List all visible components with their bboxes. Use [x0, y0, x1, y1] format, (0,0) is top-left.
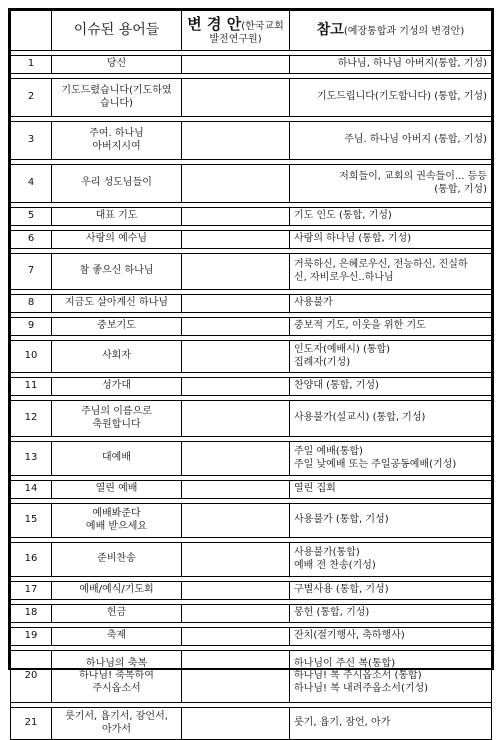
row-number-cell: 21: [11, 708, 52, 740]
row-term-cell: 사회자: [52, 341, 182, 373]
header-change-title: 변 경 안: [187, 14, 242, 33]
row-term-cell: 주여. 하나님 아버지시여: [52, 122, 182, 160]
row-term-cell: 참 좋으신 하나님: [52, 254, 182, 290]
row-reference-cell: 잔치(절기행사, 축하행사): [290, 628, 492, 646]
row-term-cell: 룻기서, 욥기서, 잠언서, 아가서: [52, 708, 182, 740]
row-reference-cell: 기도 인도 (통합, 기성): [290, 208, 492, 226]
row-change-cell: [182, 504, 290, 538]
header-change-cell: [182, 11, 290, 51]
row-number-cell: 20: [11, 651, 52, 703]
row-change-cell: [182, 543, 290, 577]
row-number-cell: 9: [11, 318, 52, 336]
row-change-cell: [182, 295, 290, 313]
row-reference-cell: 사용불가: [290, 295, 492, 313]
row-reference-cell: 사용불가(설교시) (통합, 기성): [290, 401, 492, 437]
row-reference-cell: 구별사용 (통합, 기성): [290, 582, 492, 600]
row-number-cell: 3: [11, 122, 52, 160]
row-change-cell: [182, 628, 290, 646]
table-row: [11, 543, 492, 577]
row-reference-cell: 사용불가(통합) 예배 전 찬송(기성): [290, 543, 492, 577]
row-term-cell: 당신: [52, 56, 182, 74]
row-number-cell: 14: [11, 481, 52, 499]
table-row: [11, 401, 492, 437]
row-change-cell: [182, 79, 290, 117]
header-reference-title: 참고: [316, 21, 344, 38]
table-row: [11, 378, 492, 396]
row-number-cell: 1: [11, 56, 52, 74]
row-reference-cell: 기도드립니다(기도합니다) (통합, 기성): [290, 79, 492, 117]
row-reference-cell: 중보적 기도, 이웃을 위한 기도: [290, 318, 492, 336]
table-row: [11, 254, 492, 290]
row-reference-cell: 룻기, 욥기, 잠언, 아가: [290, 708, 492, 740]
row-reference-cell: 저희들이, 교회의 권속들이... 등등 (통합, 기성): [290, 165, 492, 203]
row-term-cell: 지금도 살아계신 하나님: [52, 295, 182, 313]
row-reference-cell: 봉헌 (통합, 기성): [290, 605, 492, 623]
table-row: [11, 605, 492, 623]
table-row: [11, 231, 492, 249]
header-reference-cell: [290, 11, 492, 51]
row-term-cell: 준비찬송: [52, 543, 182, 577]
row-change-cell: [182, 165, 290, 203]
row-term-cell: 예배/예식/기도회: [52, 582, 182, 600]
row-change-cell: [182, 122, 290, 160]
row-change-cell: [182, 231, 290, 249]
row-change-cell: [182, 318, 290, 336]
row-term-cell: 열린 예배: [52, 481, 182, 499]
terminology-table-frame: [8, 8, 494, 735]
row-number-cell: 5: [11, 208, 52, 226]
row-change-cell: [182, 341, 290, 373]
table-row: [11, 318, 492, 336]
header-change-subtitle: (한국교회 발전연구원): [209, 20, 284, 45]
row-number-cell: 18: [11, 605, 52, 623]
row-reference-cell: 주님. 하나님 아버지 (통합, 기성): [290, 122, 492, 160]
table-row: [11, 165, 492, 203]
row-term-cell: 대예배: [52, 442, 182, 476]
row-term-cell: 사랑의 예수님: [52, 231, 182, 249]
row-number-cell: 16: [11, 543, 52, 577]
table-row: [11, 208, 492, 226]
row-number-cell: 7: [11, 254, 52, 290]
row-number-cell: 6: [11, 231, 52, 249]
row-number-cell: 12: [11, 401, 52, 437]
row-number-cell: 13: [11, 442, 52, 476]
terminology-table: [10, 10, 492, 740]
table-row: [11, 582, 492, 600]
row-term-cell: 하나님의 축복 하나님! 축복하여 주시옵소서: [52, 651, 182, 703]
row-term-cell: 헌금: [52, 605, 182, 623]
table-row: [11, 79, 492, 117]
table-row: [11, 481, 492, 499]
row-reference-cell: 찬양대 (통합, 기성): [290, 378, 492, 396]
table-row: [11, 504, 492, 538]
row-change-cell: [182, 56, 290, 74]
row-number-cell: 8: [11, 295, 52, 313]
row-term-cell: 우리 성도님들이: [52, 165, 182, 203]
row-reference-cell: 주일 예배(통합) 주일 낮예배 또는 주일공동예배(기성): [290, 442, 492, 476]
row-change-cell: [182, 401, 290, 437]
row-number-cell: 10: [11, 341, 52, 373]
table-body: [11, 51, 492, 740]
row-change-cell: [182, 442, 290, 476]
header-row: [11, 11, 492, 51]
table-row: [11, 122, 492, 160]
row-term-cell: 주님의 이름으로 축원합니다: [52, 401, 182, 437]
table-row: [11, 295, 492, 313]
row-reference-cell: 사랑의 하나님 (통합, 기성): [290, 231, 492, 249]
row-change-cell: [182, 254, 290, 290]
row-change-cell: [182, 481, 290, 499]
header-term-cell: 이슈된 용어들: [52, 11, 182, 51]
row-term-cell: 성가대: [52, 378, 182, 396]
row-number-cell: 15: [11, 504, 52, 538]
row-number-cell: 2: [11, 79, 52, 117]
row-number-cell: 4: [11, 165, 52, 203]
row-reference-cell: 인도자(예배시) (통합) 집례자(기성): [290, 341, 492, 373]
table-row: [11, 708, 492, 740]
table-row: [11, 628, 492, 646]
row-term-cell: 기도드렸습니다(기도하였 습니다): [52, 79, 182, 117]
row-term-cell: 예배봐준다 예배 받으세요: [52, 504, 182, 538]
row-change-cell: [182, 208, 290, 226]
row-reference-cell: 하나님, 하나님 아버지(통합, 기성): [290, 56, 492, 74]
row-number-cell: 19: [11, 628, 52, 646]
row-reference-cell: 하나님이 주신 복(통합) 하나님! 복 주시옵소서 (통합) 하나님! 복 내려주옵소서(기성): [290, 651, 492, 703]
row-reference-cell: 사용불가 (통합, 기성): [290, 504, 492, 538]
row-term-cell: 중보기도: [52, 318, 182, 336]
table-row: [11, 341, 492, 373]
header-reference-subtitle: (예장통합과 기성의 변경안): [343, 25, 465, 37]
header-number-cell: [11, 11, 52, 51]
row-change-cell: [182, 378, 290, 396]
row-reference-cell: 거룩하신, 은혜로우신, 전능하신, 진실하 신, 자비로우신..하나님: [290, 254, 492, 290]
row-reference-cell: 열린 집회: [290, 481, 492, 499]
table-row: [11, 442, 492, 476]
row-number-cell: 11: [11, 378, 52, 396]
row-term-cell: 축제: [52, 628, 182, 646]
row-number-cell: 17: [11, 582, 52, 600]
table-row: [11, 56, 492, 74]
row-term-cell: 대표 기도: [52, 208, 182, 226]
row-change-cell: [182, 582, 290, 600]
row-change-cell: [182, 708, 290, 740]
row-change-cell: [182, 605, 290, 623]
